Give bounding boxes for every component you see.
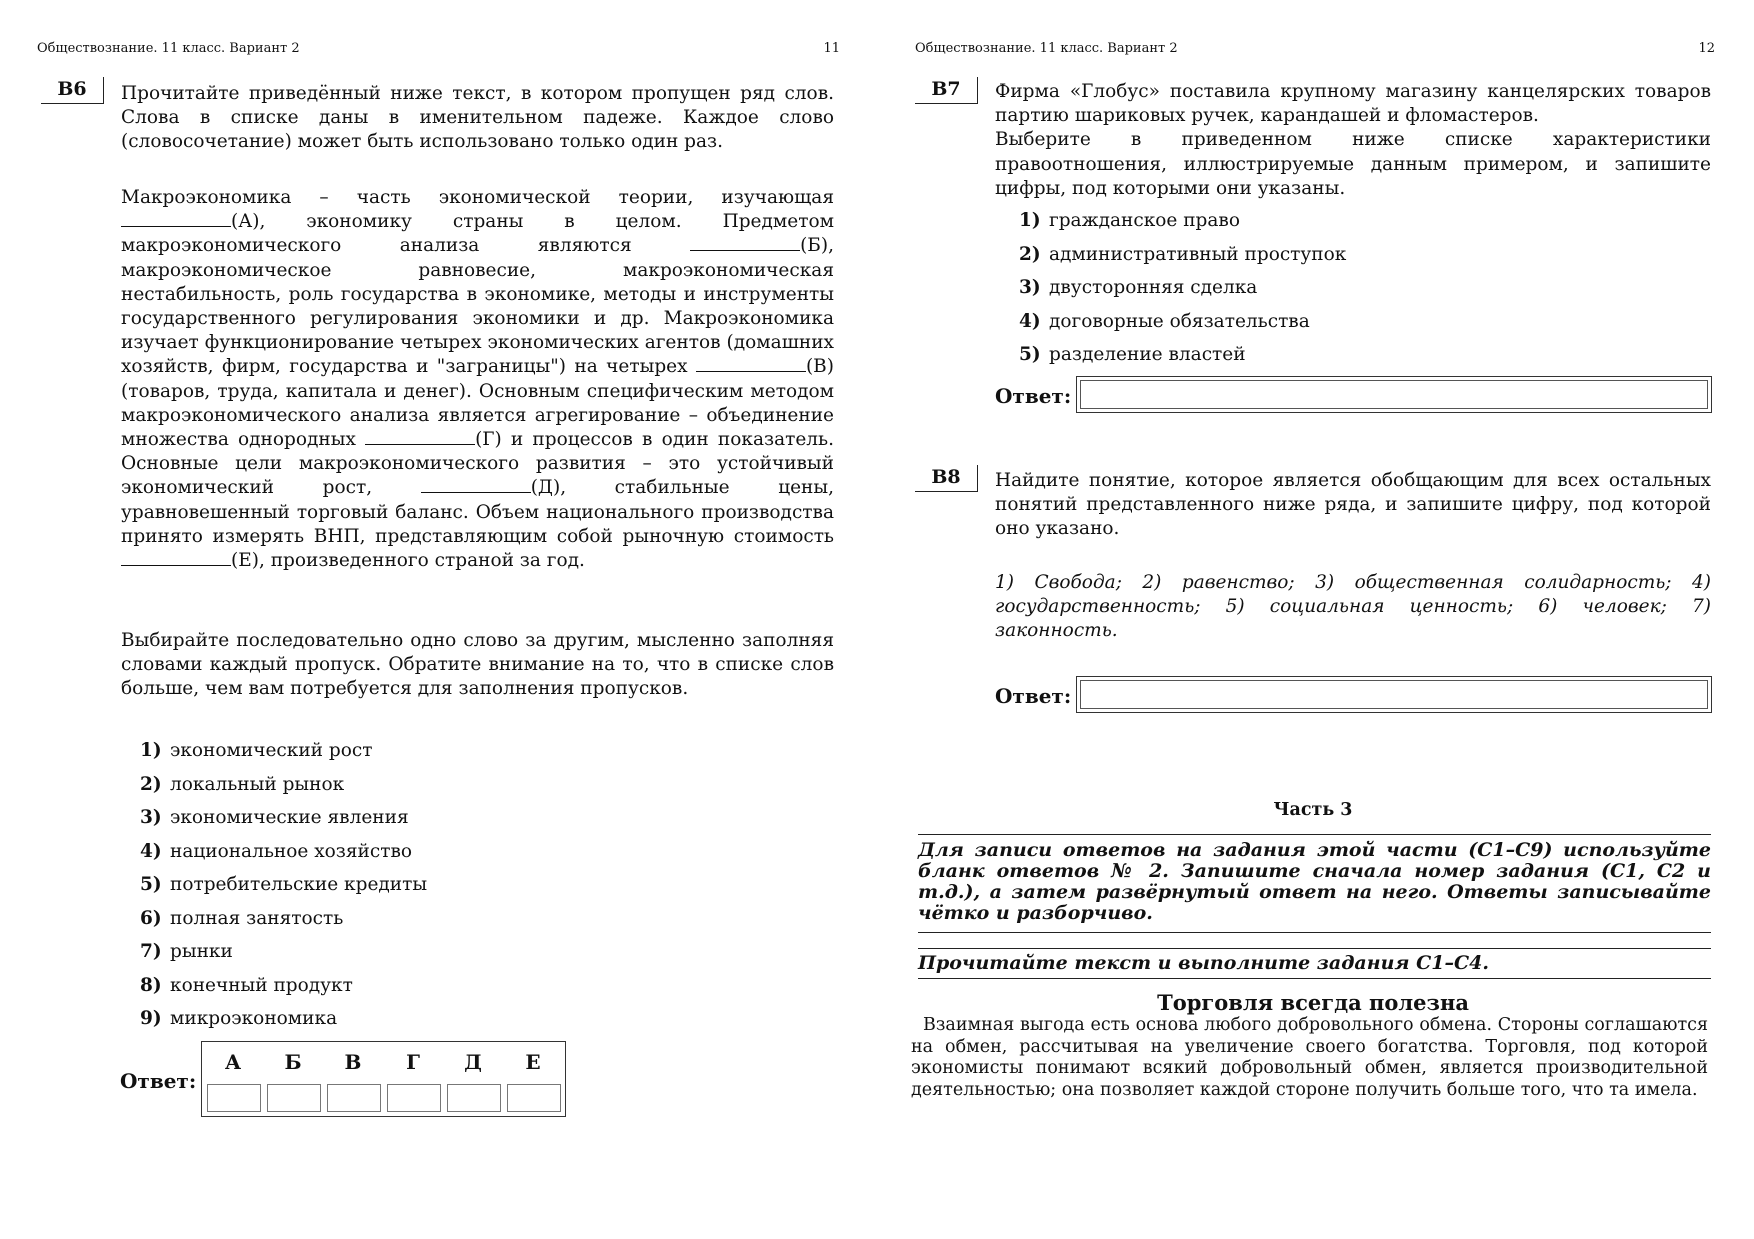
option-item: [1019, 244, 1346, 278]
option-item: [140, 908, 427, 942]
option-text: двусторонняя сделка: [1049, 277, 1258, 298]
part-3-title: Часть 3: [1273, 800, 1353, 820]
option-text: договорные обязательства: [1049, 310, 1310, 332]
option-item: [1019, 344, 1346, 378]
option-number: 1): [1019, 210, 1041, 231]
b6-answer-grid: [201, 1041, 566, 1117]
read-task-instruction: Прочитайте текст и выполните задания С1–С4.: [918, 952, 1489, 974]
option-item: [140, 774, 427, 808]
option-number: 3): [1019, 277, 1041, 298]
b6-passage-part-1: Макроэкономика – часть экономической теории, изучающая: [121, 187, 834, 208]
grid-header-d: Д: [464, 1050, 482, 1074]
b6-intro: Прочитайте приведённый ниже текст, в котором пропущен ряд слов. Слова в списке даны в именительном падеже. Каждое слово (словосочетание) может быть использовано только один раз.: [121, 83, 834, 153]
option-number: 2): [1019, 243, 1041, 265]
option-item: [140, 1008, 427, 1042]
grid-answer-cell-g[interactable]: [387, 1084, 441, 1112]
option-item: [1019, 277, 1346, 311]
option-text: национальное хозяйство: [170, 840, 413, 862]
option-text: экономические явления: [170, 807, 409, 828]
grid-answer-cell-a[interactable]: [207, 1084, 261, 1112]
option-item: [140, 740, 427, 774]
b7-paragraph-1: Фирма «Глобус» поставила крупному магазину канцелярских товаров партию шариковых ручек, карандашей и фломастеров.: [995, 81, 1711, 127]
b7-paragraph-2: Выберите в приведенном ниже списке характеристики правоотношения, иллюстрируемые данным примером, и запишите цифры, под которыми они указаны.: [995, 129, 1711, 199]
article-title: Торговля всегда полезна: [1157, 990, 1469, 1015]
b7-options: [1019, 210, 1346, 378]
option-number: 1): [140, 740, 162, 761]
b6-passage-part-5: (Г) и процессов в один показатель. Основные цели макроэкономического развития – это устойчивый экономический рост,: [121, 429, 834, 499]
blank-v: [696, 356, 806, 372]
option-number: 5): [1019, 344, 1041, 365]
b6-options: [140, 740, 427, 1042]
blank-b: [690, 235, 800, 251]
option-number: 7): [140, 941, 162, 962]
option-text: гражданское право: [1049, 210, 1240, 231]
divider: [918, 978, 1711, 979]
b8-answer-field[interactable]: [1076, 676, 1712, 713]
blank-a: [121, 211, 231, 227]
divider: [918, 948, 1711, 949]
b6-instruction: Выбирайте последовательно одно слово за другим, мысленно заполняя словами каждый пропуск. Обратите внимание на то, что в списке слов больше, чем вам потребуется для заполнения пропусков.: [121, 630, 834, 700]
b8-items: 1) Свобода; 2) равенство; 3) общественная солидарность; 4) государственность; 5) социальная ценность; 6) человек; 7) законность.: [995, 572, 1711, 642]
task-label-b8: В8: [915, 465, 978, 492]
b7-answer-field[interactable]: [1076, 376, 1712, 413]
option-text: разделение властей: [1049, 344, 1246, 365]
option-text: экономический рост: [170, 740, 373, 761]
blank-g: [365, 429, 475, 445]
option-item: [1019, 311, 1346, 345]
b6-answer-label: Ответ:: [120, 1069, 197, 1093]
article-text: Взаимная выгода есть основа любого добровольного обмена. Стороны соглашаются на обмен, рассчитывая на увеличение своего богатства. Торговля, под которой экономисты понимают всякий добровольный обмен, является производительной деятельностью; она позволяет каждой стороне получить больше того, что та имела.: [911, 1015, 1708, 1100]
task-label-b7: В7: [915, 77, 978, 104]
option-text: полная занятость: [170, 907, 344, 929]
option-item: [140, 841, 427, 875]
option-number: 6): [140, 907, 162, 929]
b6-passage-part-4: (В) (товаров, труда, капитала и денег). Основным специфическим методом макроэкономического анализа является агрегирование – объединение множества однородных: [121, 356, 834, 451]
b6-passage-part-6: (Д), стабильные цены, уравновешенный торговый баланс. Объем национального производства принято измерять ВНП, представляющим собой рыночную стоимость: [121, 477, 834, 547]
divider: [918, 834, 1711, 835]
grid-header-b: Б: [284, 1050, 302, 1074]
grid-header-v: В: [344, 1050, 362, 1074]
b8-answer-label: Ответ:: [995, 684, 1072, 708]
option-text: рынки: [170, 941, 233, 962]
page-number: 12: [1698, 41, 1715, 56]
option-number: 5): [140, 874, 162, 895]
option-text: конечный продукт: [170, 974, 353, 996]
option-number: 3): [140, 807, 162, 828]
page-header: Обществознание. 11 класс. Вариант 2: [37, 41, 300, 56]
b6-passage-part-3: (Б), макроэкономическое равновесие, макроэкономическая нестабильность, роль государства в экономике, методы и инструменты государственного регулирования экономики и др. Макроэкономика изучает функционирование четырех экономических агентов (домашних хозяйств, фирм, государства и "заграницы") на четырех: [121, 235, 834, 378]
divider: [918, 932, 1711, 933]
option-item: [140, 874, 427, 908]
b6-passage-part-2: (А), экономику страны в целом. Предметом макроэкономического анализа являются: [121, 211, 834, 257]
grid-answer-cell-b[interactable]: [267, 1084, 321, 1112]
option-number: 4): [1019, 310, 1041, 332]
option-text: локальный рынок: [170, 773, 345, 795]
b6-passage: [121, 186, 834, 573]
option-item: [140, 807, 427, 841]
option-text: потребительские кредиты: [170, 874, 428, 895]
grid-answer-cell-d[interactable]: [447, 1084, 501, 1112]
option-item: [1019, 210, 1346, 244]
grid-answer-cell-v[interactable]: [327, 1084, 381, 1112]
page-header: Обществознание. 11 класс. Вариант 2: [915, 41, 1178, 56]
option-number: 9): [140, 1008, 162, 1029]
option-text: микроэкономика: [170, 1008, 338, 1029]
option-number: 2): [140, 773, 162, 795]
b6-passage-part-7: (Е), произведенного страной за год.: [231, 550, 585, 572]
option-item: [140, 941, 427, 975]
b8-text: Найдите понятие, которое является обобщающим для всех остальных понятий представленного ниже ряда, и запишите цифру, под которой оно указано.: [995, 470, 1711, 540]
option-number: 4): [140, 840, 162, 862]
b7-text: [995, 80, 1711, 201]
part-3-instruction: Для записи ответов на задания этой части (С1–С9) используйте бланк ответов № 2. Запишите сначала номер задания (С1, С2 и т.д.), а затем развёрнутый ответ на него. Ответы записывайте чётко и разборчиво.: [918, 839, 1711, 924]
option-item: [140, 975, 427, 1009]
option-text: административный проступок: [1049, 243, 1347, 265]
option-number: 8): [140, 974, 162, 996]
task-label-b6: В6: [41, 77, 104, 104]
page-right: [877, 0, 1754, 1239]
grid-header-a: А: [224, 1050, 242, 1074]
grid-header-g: Г: [406, 1050, 420, 1074]
page-number: 11: [823, 41, 840, 56]
grid-header-e: Е: [525, 1050, 541, 1074]
blank-d: [421, 477, 531, 493]
b7-answer-label: Ответ:: [995, 384, 1072, 408]
blank-e: [121, 550, 231, 566]
grid-answer-cell-e[interactable]: [507, 1084, 561, 1112]
